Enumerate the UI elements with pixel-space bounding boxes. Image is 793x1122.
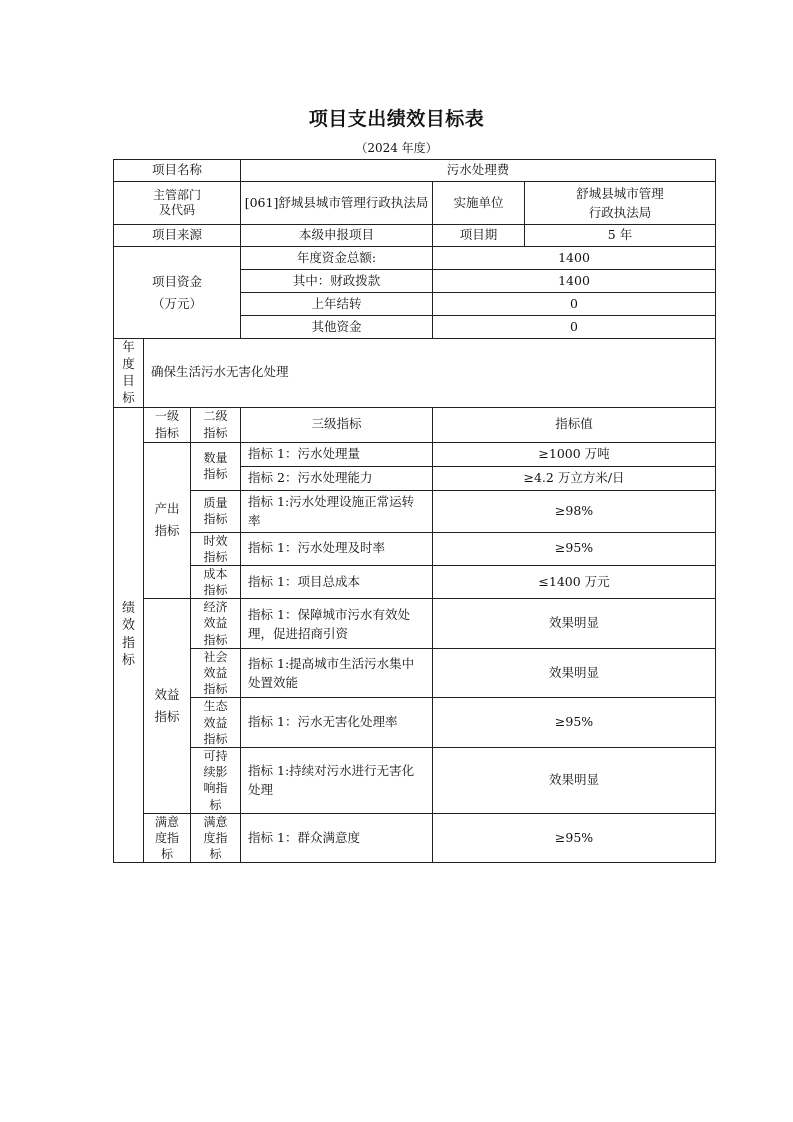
value-department: [061]舒城县城市管理行政执法局 — [241, 182, 433, 225]
label-project-name: 项目名称 — [114, 160, 241, 182]
value-cell: 效果明显 — [433, 747, 716, 813]
value-cell: ≥98% — [433, 490, 716, 532]
value-fund-other: 0 — [433, 316, 716, 339]
performance-table — [113, 159, 716, 863]
label-fund-total: 年度资金总额: — [241, 247, 433, 270]
header-level3: 三级指标 — [241, 407, 433, 442]
l2-cell: 成本 指标 — [191, 565, 241, 598]
l2-cell: 可持 续影 响指 标 — [191, 747, 241, 813]
table-row — [114, 747, 716, 813]
year-subtitle: （2024 年度） — [355, 141, 438, 155]
table-row — [114, 532, 716, 565]
header-value: 指标值 — [433, 407, 716, 442]
l2-cell: 经济 效益 指标 — [191, 599, 241, 649]
header-level1: 一级 指标 — [144, 407, 191, 442]
value-cell: ≥95% — [433, 813, 716, 863]
table-row — [114, 442, 716, 466]
l2-cell: 数量 指标 — [191, 442, 241, 490]
l3-cell: 指标 2：污水处理能力 — [241, 466, 433, 490]
label-source: 项目来源 — [114, 225, 241, 247]
row-source — [114, 225, 716, 247]
header-level2: 二级 指标 — [191, 407, 241, 442]
row-perf-header — [114, 407, 716, 442]
l3-cell: 指标 1：污水无害化处理率 — [241, 698, 433, 748]
value-period: 5 年 — [525, 225, 716, 247]
l3-cell: 指标 1：污水处理及时率 — [241, 532, 433, 565]
l2-cell: 满意 度指 标 — [191, 813, 241, 863]
value-fund-total: 1400 — [433, 247, 716, 270]
label-period: 项目期 — [433, 225, 525, 247]
l3-cell: 指标 1：保障城市污水有效处 理，促进招商引资 — [241, 599, 433, 649]
l2-cell: 质量 指标 — [191, 490, 241, 532]
l3-cell: 指标 1:持续对污水进行无害化 处理 — [241, 747, 433, 813]
l3-cell: 指标 1：项目总成本 — [241, 565, 433, 598]
l3-cell: 指标 1:污水处理设施正常运转 率 — [241, 490, 433, 532]
value-cell: ≥1000 万吨 — [433, 442, 716, 466]
value-annual-goal: 确保生活污水无害化处理 — [144, 339, 716, 408]
label-fund-carry: 上年结转 — [241, 293, 433, 316]
row-annual-goal — [114, 339, 716, 408]
value-cell: ≥95% — [433, 698, 716, 748]
page-title: 项目支出绩效目标表 — [308, 108, 485, 130]
l3-cell: 指标 1：污水处理量 — [241, 442, 433, 466]
table-row — [114, 648, 716, 698]
label-funds: 项目资金 （万元） — [114, 247, 241, 339]
label-satisfaction: 满意 度指 标 — [144, 813, 191, 863]
value-implementer: 舒城县城市管理 行政执法局 — [525, 182, 716, 225]
table-row — [114, 698, 716, 748]
value-fund-fiscal: 1400 — [433, 270, 716, 293]
l2-cell: 时效 指标 — [191, 532, 241, 565]
label-annual-goal: 年 度 目 标 — [114, 339, 144, 408]
value-source: 本级申报项目 — [241, 225, 433, 247]
value-cell: ≤1400 万元 — [433, 565, 716, 598]
label-output: 产出 指标 — [144, 442, 191, 599]
value-fund-carry: 0 — [433, 293, 716, 316]
label-benefit: 效益 指标 — [144, 599, 191, 813]
l2-cell: 生态 效益 指标 — [191, 698, 241, 748]
l2-cell: 社会 效益 指标 — [191, 648, 241, 698]
value-cell: 效果明显 — [433, 599, 716, 649]
value-project-name: 污水处理费 — [241, 160, 716, 182]
label-performance: 绩 效 指 标 — [114, 407, 144, 863]
value-cell: ≥95% — [433, 532, 716, 565]
value-cell: 效果明显 — [433, 648, 716, 698]
label-implementer: 实施单位 — [433, 182, 525, 225]
l3-cell: 指标 1:提高城市生活污水集中 处置效能 — [241, 648, 433, 698]
label-fund-fiscal: 其中：财政拨款 — [241, 270, 433, 293]
l3-cell: 指标 1：群众满意度 — [241, 813, 433, 863]
row-department — [114, 182, 716, 225]
table-row — [114, 599, 716, 649]
row-project-name — [114, 160, 716, 182]
value-cell: ≥4.2 万立方米/日 — [433, 466, 716, 490]
table-row — [114, 565, 716, 598]
table-row — [114, 813, 716, 863]
label-department: 主管部门 及代码 — [114, 182, 241, 225]
label-fund-other: 其他资金 — [241, 316, 433, 339]
table-row — [114, 490, 716, 532]
row-fund-total — [114, 247, 716, 270]
